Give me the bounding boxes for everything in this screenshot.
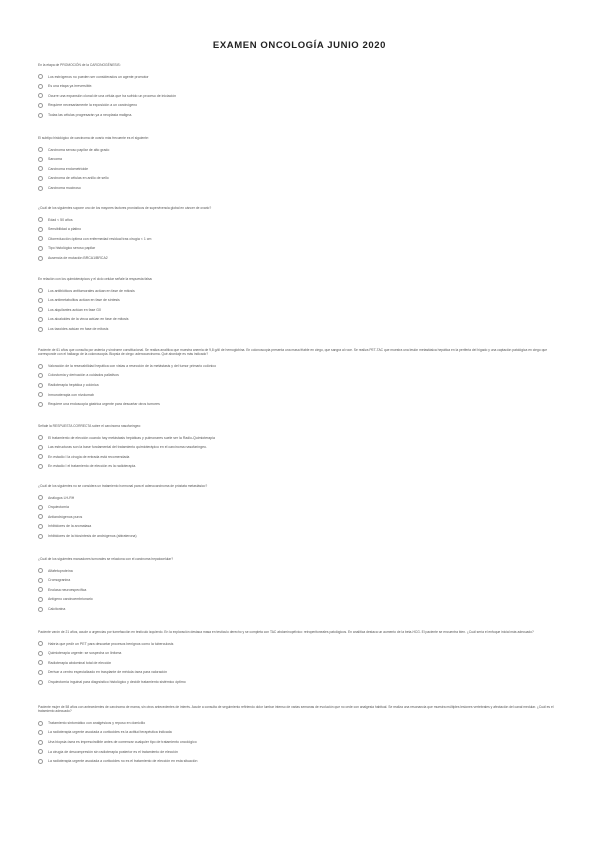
question-7 bbox=[38, 484, 558, 541]
radio-button[interactable] bbox=[38, 464, 43, 469]
option-label: Los antibióticos antitumorales actúan en fase de mitosis bbox=[48, 288, 135, 293]
radio-button[interactable] bbox=[38, 641, 43, 646]
option-label: Citorreducción óptima con enfermedad residual tras cirugía < 1 cm bbox=[48, 236, 152, 241]
question-4 bbox=[38, 277, 558, 334]
radio-button[interactable] bbox=[38, 227, 43, 232]
question-stem: Paciente mujer de 58 años con antecedentes de carcinoma de mama, sin otros antecedentes de interés. Acude a consulta de seguimiento refiriendo dolor lumbar intenso de varias semanas de evolución que no cede con analgesia habitual. Se realiza una resonancia que muestra múltiples lesiones vertebrales y afectación del canal medular. ¿Cuál es el tratamiento adecuado? bbox=[38, 705, 554, 714]
option[interactable] bbox=[38, 566, 558, 576]
option-label: Orquiectomía inguinal para diagnóstico histológico y decidir tratamiento sistémico óptimo bbox=[48, 679, 186, 684]
option-label: Inmunoterapia con nivolumab bbox=[48, 392, 94, 397]
option-label: Radioterapia abdominal total de elección bbox=[48, 660, 112, 665]
option-label: Requiere una endoscopia gástrica urgente para descartar otros tumores bbox=[48, 402, 160, 407]
option[interactable] bbox=[38, 371, 558, 381]
radio-button[interactable] bbox=[38, 514, 43, 519]
option[interactable] bbox=[38, 400, 558, 410]
option-label: Sarcoma bbox=[48, 157, 63, 162]
radio-button[interactable] bbox=[38, 166, 43, 171]
option[interactable] bbox=[38, 390, 558, 400]
question-stem: ¿Cuál de los siguientes marcadores tumorales se relaciona con el carcinoma hepatocelular? bbox=[38, 557, 174, 561]
radio-button[interactable] bbox=[38, 176, 43, 181]
radio-button[interactable] bbox=[38, 256, 43, 261]
option-label: Inhibidores de la aromatasa bbox=[48, 524, 92, 529]
option[interactable] bbox=[38, 585, 558, 595]
question-6 bbox=[38, 424, 558, 472]
option-label: En estadio I el tratamiento de elección es la radioterapia. bbox=[48, 464, 137, 469]
question-stem: Señale la RESPUESTA CORRECTA sobre el carcinoma nasofaríngeo: bbox=[38, 424, 142, 428]
option[interactable] bbox=[38, 184, 558, 194]
radio-button[interactable] bbox=[38, 103, 43, 108]
option-label: Alfafetoproteína bbox=[48, 568, 73, 573]
option-label: Los taxoides actúan en fase de mitosis bbox=[48, 326, 109, 331]
option[interactable] bbox=[38, 225, 558, 235]
radio-button[interactable] bbox=[38, 759, 43, 764]
option[interactable] bbox=[38, 576, 558, 586]
option[interactable] bbox=[38, 433, 558, 443]
option-label: Tipo histológico seroso papilar bbox=[48, 246, 96, 251]
option[interactable] bbox=[38, 82, 558, 92]
option[interactable] bbox=[38, 595, 558, 605]
option-label: Una biopsia ósea es imprescindible antes de comenzar cualquier tipo de tratamiento oncológico bbox=[48, 740, 197, 745]
option[interactable] bbox=[38, 381, 558, 391]
option[interactable] bbox=[38, 605, 558, 615]
option-label: Sensibilidad a platino bbox=[48, 227, 82, 232]
option[interactable] bbox=[38, 254, 558, 264]
option[interactable] bbox=[38, 362, 558, 372]
radio-button[interactable] bbox=[38, 568, 43, 573]
option-label: Calcitonina bbox=[48, 606, 66, 611]
radio-button[interactable] bbox=[38, 445, 43, 450]
question-2 bbox=[38, 136, 558, 193]
radio-button[interactable] bbox=[38, 730, 43, 735]
option-label: Edad < 50 años bbox=[48, 217, 73, 222]
option[interactable] bbox=[38, 234, 558, 244]
radio-button[interactable] bbox=[38, 505, 43, 510]
radio-button[interactable] bbox=[38, 327, 43, 332]
option-label: Los estrógenos no pueden ser considerados un agente promotor bbox=[48, 74, 149, 79]
radio-button[interactable] bbox=[38, 298, 43, 303]
question-9 bbox=[38, 630, 558, 687]
radio-button[interactable] bbox=[38, 660, 43, 665]
option[interactable] bbox=[38, 244, 558, 254]
option-label: Ausencia de mutación BRCA1/BRCA2 bbox=[48, 255, 108, 260]
radio-button[interactable] bbox=[38, 524, 43, 529]
option-label: Antiandrógenos puros bbox=[48, 514, 83, 519]
option[interactable] bbox=[38, 728, 558, 738]
radio-button[interactable] bbox=[38, 246, 43, 251]
option[interactable] bbox=[38, 155, 558, 165]
radio-button[interactable] bbox=[38, 113, 43, 118]
option[interactable] bbox=[38, 452, 558, 462]
option-label: La radioterapia urgente asociada a corticoides es la actitud terapéutica indicada bbox=[48, 730, 172, 735]
radio-button[interactable] bbox=[38, 186, 43, 191]
question-stem: Paciente varón de 21 años, acude a urgencias por tumefacción en testículo izquierdo. En la exploración destaca masa en testículo derecho y se completa con TAC abdominopélvico: retroperitoneales patológicos. En analítica destaca un aumento de la beta-HCG. El paciente se encuentra bien. ¿Cuál sería el enfoque inicial más adecuado? bbox=[38, 630, 534, 634]
option-label: Requiere necesariamente la exposición a un carcinógeno bbox=[48, 103, 138, 108]
option-label: Las estructuras son la base fundamental del tratamiento quimioterápico en el carcinoma nasofaríngeo. bbox=[48, 445, 207, 450]
option-label: En estadio I la cirugía de entrada está recomendada bbox=[48, 454, 130, 459]
radio-button[interactable] bbox=[38, 670, 43, 675]
option-label: Carcinoma mucinoso bbox=[48, 185, 81, 190]
option[interactable] bbox=[38, 325, 558, 335]
option[interactable] bbox=[38, 91, 558, 101]
radio-button[interactable] bbox=[38, 383, 43, 388]
option-label: Los alcaloides de la vinca actúan en fase de mitosis bbox=[48, 317, 129, 322]
radio-button[interactable] bbox=[38, 217, 43, 222]
radio-button[interactable] bbox=[38, 495, 43, 500]
radio-button[interactable] bbox=[38, 402, 43, 407]
option[interactable] bbox=[38, 72, 558, 82]
option-label: Los antimetabolitos actúan en fase de síntesis bbox=[48, 298, 120, 303]
radio-button[interactable] bbox=[38, 288, 43, 293]
option-label: Orquiectomía bbox=[48, 505, 70, 510]
radio-button[interactable] bbox=[38, 721, 43, 726]
option[interactable] bbox=[38, 462, 558, 472]
option-label: Enolasa neuroespecífica bbox=[48, 587, 87, 592]
question-stem: En la etapa de PROMOCIÓN de la CARCINOGÉNESIS: bbox=[38, 63, 121, 67]
option-label: Inhibidores de la biosíntesis de andrógenos (abiraterona) bbox=[48, 533, 137, 538]
radio-button[interactable] bbox=[38, 236, 43, 241]
radio-button[interactable] bbox=[38, 435, 43, 440]
option-label: Los alquilantes actúan en fase G0 bbox=[48, 307, 101, 312]
option[interactable] bbox=[38, 649, 558, 659]
question-1 bbox=[38, 63, 558, 120]
radio-button[interactable] bbox=[38, 740, 43, 745]
question-5 bbox=[38, 348, 558, 410]
option-label: Derivar a centro especializado en trasplante de médula ósea para valoración bbox=[48, 670, 168, 675]
radio-button[interactable] bbox=[38, 157, 43, 162]
document-title: EXAMEN ONCOLOGÍA JUNIO 2020 bbox=[212, 40, 387, 51]
option-label: Cromogranina bbox=[48, 578, 71, 583]
radio-button[interactable] bbox=[38, 392, 43, 397]
radio-button[interactable] bbox=[38, 307, 43, 312]
option[interactable] bbox=[38, 757, 558, 767]
option[interactable] bbox=[38, 668, 558, 678]
option-label: La radioterapia urgente asociada a corticoides no es el tratamiento de elección en esta situación bbox=[48, 759, 198, 764]
radio-button[interactable] bbox=[38, 534, 43, 539]
question-stem: ¿Cuál de los siguientes supone uno de los mayores factores pronósticos de supervivencia global en cáncer de ovario? bbox=[38, 206, 212, 210]
option[interactable] bbox=[38, 719, 558, 729]
radio-button[interactable] bbox=[38, 364, 43, 369]
radio-button[interactable] bbox=[38, 93, 43, 98]
option[interactable] bbox=[38, 145, 558, 155]
radio-button[interactable] bbox=[38, 587, 43, 592]
option[interactable] bbox=[38, 512, 558, 522]
option-label: Análogos LH-RH bbox=[48, 495, 75, 500]
radio-button[interactable] bbox=[38, 578, 43, 583]
radio-button[interactable] bbox=[38, 454, 43, 459]
option[interactable] bbox=[38, 174, 558, 184]
option[interactable] bbox=[38, 738, 558, 748]
radio-button[interactable] bbox=[38, 373, 43, 378]
option-label: La cirugía de descompresión sin radioterapia posterior es el tratamiento de elección bbox=[48, 749, 178, 754]
option-label: Todas las células progresarán ya a neoplasia maligna. bbox=[48, 112, 133, 117]
option[interactable] bbox=[38, 493, 558, 503]
option[interactable] bbox=[38, 296, 558, 306]
question-stem: Paciente de 61 años que consulta por astenia y síndrome constitucional. Se realiza analítica que muestra anemia de 9,8 g/dl de hemoglobina. En colonoscopia presenta una masa friable en ciego, que sangra al roce. Se realiza PET-TAC que muestra una lesión metastásica hepática en la periferia del hígado y una captación patológica en ciego que corresponde con el hallazgo de la colonoscopia. Biopsia de ciego: adenocarcinoma. Qué abordaje es más indicado? bbox=[38, 348, 548, 357]
question-3 bbox=[38, 206, 558, 263]
option[interactable] bbox=[38, 747, 558, 757]
option[interactable] bbox=[38, 101, 558, 111]
question-stem: En relación con los quimioterápicos y el ciclo celular señale la respuesta falsa: bbox=[38, 277, 153, 281]
option-label: El tratamiento de elección cuando hay metástasis hepáticas y pulmonares suele ser la Radio-Quimioterapia bbox=[48, 435, 215, 440]
question-10 bbox=[38, 705, 558, 767]
option[interactable] bbox=[38, 503, 558, 513]
option-label: Valoración de la resecabilidad hepática con vistas a resección de la metástasis y del tumor primario colónico bbox=[48, 363, 217, 368]
option[interactable] bbox=[38, 658, 558, 668]
option[interactable] bbox=[38, 164, 558, 174]
radio-button[interactable] bbox=[38, 317, 43, 322]
option-label: Es una etapa ya irreversible. bbox=[48, 84, 93, 89]
option[interactable] bbox=[38, 215, 558, 225]
option-label: Radioterapia hepática y colónica bbox=[48, 383, 99, 388]
option[interactable] bbox=[38, 532, 558, 542]
radio-button[interactable] bbox=[38, 651, 43, 656]
option[interactable] bbox=[38, 522, 558, 532]
option-label: Carcinoma seroso papilar de alto grado bbox=[48, 147, 110, 152]
option-label: Habría que pedir un PET para descartar procesos benignos como la tuberculosis bbox=[48, 641, 174, 646]
option-label: Antígeno carcinoembrionario bbox=[48, 597, 93, 602]
option-label: Ocurre una expansión clonal de una célula que ha sufrido un proceso de iniciación bbox=[48, 93, 177, 98]
option-label: Carcinoma de células en anillo de sello bbox=[48, 176, 109, 181]
option-label: Colostomía y derivación a cuidados paliativos bbox=[48, 373, 119, 378]
option-label: Carcinoma endometrioide bbox=[48, 166, 89, 171]
radio-button[interactable] bbox=[38, 84, 43, 89]
question-stem: ¿Cuál de los siguientes no se considera un tratamiento hormonal para el adenocarcinoma de próstata metastásico? bbox=[38, 484, 208, 488]
option[interactable] bbox=[38, 678, 558, 688]
radio-button[interactable] bbox=[38, 147, 43, 152]
option[interactable] bbox=[38, 443, 558, 453]
radio-button[interactable] bbox=[38, 74, 43, 79]
radio-button[interactable] bbox=[38, 749, 43, 754]
radio-button[interactable] bbox=[38, 597, 43, 602]
option-label: Tratamiento sintomático con analgésicos y reposo en domicilio bbox=[48, 720, 146, 725]
radio-button[interactable] bbox=[38, 607, 43, 612]
option[interactable] bbox=[38, 111, 558, 121]
radio-button[interactable] bbox=[38, 680, 43, 685]
option[interactable] bbox=[38, 639, 558, 649]
option[interactable] bbox=[38, 305, 558, 315]
option-label: Quimioterapia urgente: se sospecha un linfoma bbox=[48, 651, 122, 656]
option[interactable] bbox=[38, 286, 558, 296]
question-8 bbox=[38, 557, 558, 614]
option[interactable] bbox=[38, 315, 558, 325]
question-stem: El subtipo histológico de carcinoma de ovario más frecuente es el siguiente: bbox=[38, 136, 149, 140]
